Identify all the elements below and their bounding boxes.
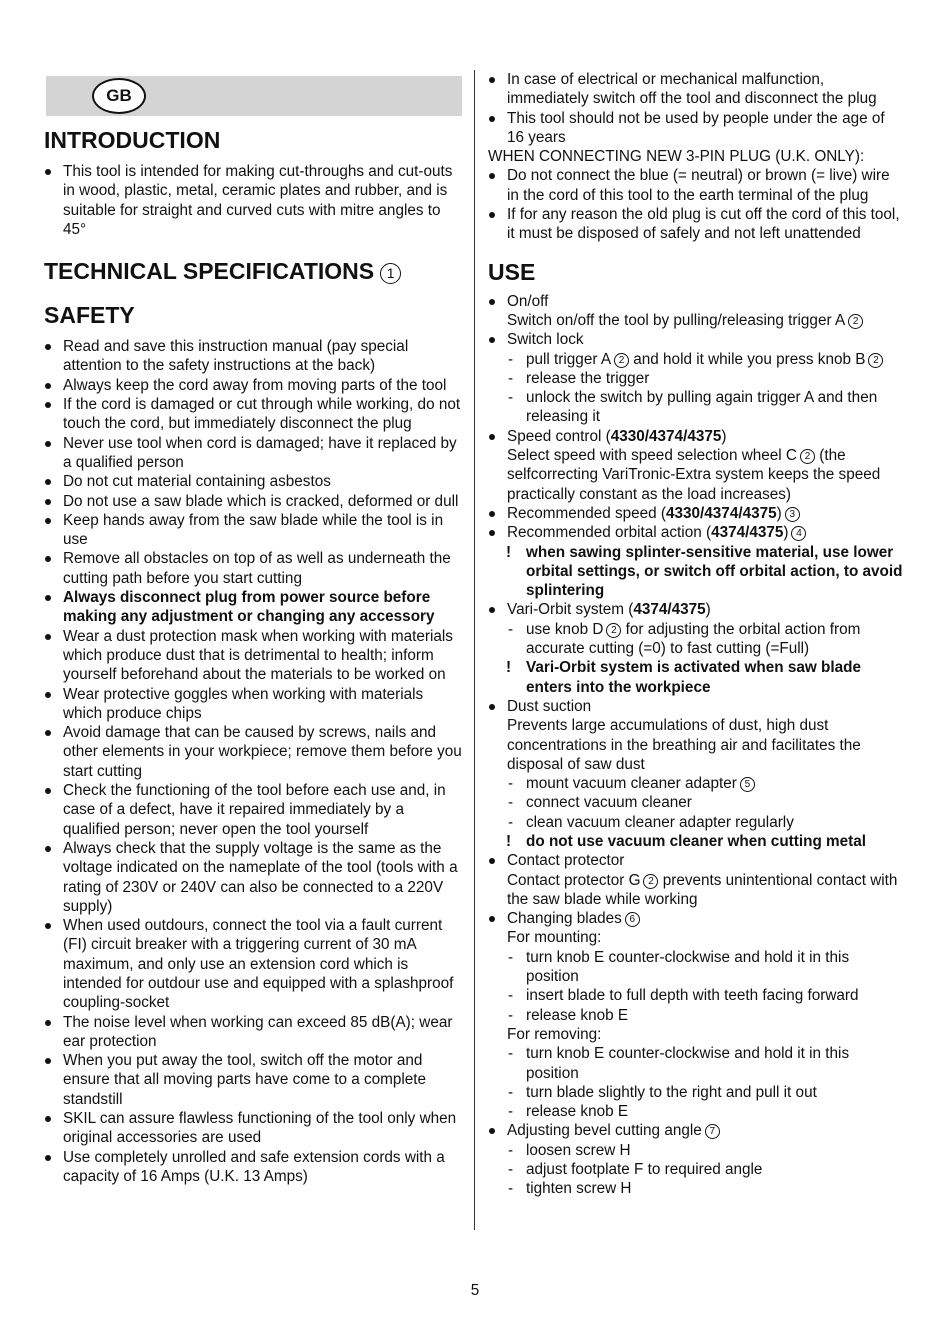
speed-text: Select speed with speed selection wheel C 2 (the selfcorrecting VariTronic-Extra system keeps the speed practically constant as the load increases) bbox=[507, 447, 881, 503]
list-item: This tool should not be used by people under the age of 16 years bbox=[488, 109, 904, 148]
onoff-text: Switch on/off the tool by pulling/releasing trigger A 2 bbox=[507, 311, 904, 330]
list-item: Never use tool when cord is damaged; have it replaced by a qualified person bbox=[44, 434, 462, 473]
dust-text: Prevents large accumulations of dust, high dust concentrations in the breathing air and facilitates the disposal of saw dust bbox=[507, 717, 861, 773]
mounting-step: - turn knob E counter-clockwise and hold it in this position bbox=[488, 948, 904, 987]
plug-heading: WHEN CONNECTING NEW 3-PIN PLUG (U.K. ONLY): bbox=[488, 148, 865, 166]
figure-ref: 2 bbox=[800, 449, 815, 464]
removing-label: For removing: bbox=[507, 1025, 602, 1043]
orbital-warning: ! when sawing splinter-sensitive material, use lower orbital settings, or switch off orbital action, to avoid splintering bbox=[488, 543, 904, 601]
bevel-step: - tighten screw H bbox=[488, 1179, 904, 1198]
recommended-speed-item: Recommended speed (4330/4374/4375) 3 bbox=[488, 504, 904, 523]
list-item: This tool is intended for making cut-throughs and cut-outs in wood, plastic, metal, ceramic plates and rubber, and is suitable for straight and curved cuts with mitre angles to 45° bbox=[44, 162, 462, 239]
onoff-item bbox=[488, 292, 904, 331]
mounting-step: - release knob E bbox=[488, 1006, 904, 1025]
list-item: Avoid damage that can be caused by screws, nails and other elements in your workpiece; remove them before you start cutting bbox=[44, 723, 462, 781]
safety-heading: SAFETY bbox=[44, 302, 135, 329]
figure-ref: 1 bbox=[380, 263, 401, 284]
plug-list bbox=[488, 166, 904, 243]
switchlock-step: - pull trigger A 2 and hold it while you press knob B 2 bbox=[488, 350, 904, 369]
figure-ref: 4 bbox=[791, 526, 806, 541]
figure-ref: 2 bbox=[868, 353, 883, 368]
list-item: Do not use a saw blade which is cracked, deformed or dull bbox=[44, 492, 462, 511]
list-item: Keep hands away from the saw blade while the tool is in use bbox=[44, 511, 462, 550]
figure-ref: 2 bbox=[614, 353, 629, 368]
dust-step: - mount vacuum cleaner adapter 5 bbox=[488, 774, 904, 793]
speed-item bbox=[488, 427, 904, 504]
switchlock-step: - release the trigger bbox=[488, 369, 904, 388]
figure-ref: 3 bbox=[785, 507, 800, 522]
figure-ref: 2 bbox=[848, 314, 863, 329]
introduction-list bbox=[44, 162, 462, 239]
figure-ref: 7 bbox=[705, 1124, 720, 1139]
dust-title: Dust suction bbox=[507, 697, 592, 715]
use-list bbox=[488, 292, 904, 1199]
list-item: The noise level when working can exceed 85 dB(A); wear ear protection bbox=[44, 1013, 462, 1052]
mounting-label: For mounting: bbox=[507, 929, 602, 947]
list-item: Always disconnect plug from power source before making any adjustment or changing any accessory bbox=[44, 588, 462, 627]
mounting-step: - insert blade to full depth with teeth facing forward bbox=[488, 986, 904, 1005]
removing-step: - turn blade slightly to the right and pull it out bbox=[488, 1083, 904, 1102]
dust-step: - connect vacuum cleaner bbox=[488, 793, 904, 812]
right-column bbox=[488, 70, 904, 1199]
list-item: In case of electrical or mechanical malfunction, immediately switch off the tool and disconnect the plug bbox=[488, 70, 904, 109]
vari-orbit-item: Vari-Orbit system (4374/4375) bbox=[488, 600, 904, 619]
list-item: Use completely unrolled and safe extension cords with a capacity of 16 Amps (U.K. 13 Amps) bbox=[44, 1148, 462, 1187]
switchlock-item bbox=[488, 330, 904, 349]
figure-ref: 2 bbox=[643, 874, 658, 889]
onoff-title: On/off bbox=[507, 292, 549, 310]
left-column bbox=[44, 70, 462, 1186]
use-heading: USE bbox=[488, 258, 536, 285]
language-badge: GB bbox=[92, 78, 146, 114]
safety-list-continued bbox=[488, 70, 904, 147]
removing-step: - release knob E bbox=[488, 1102, 904, 1121]
list-item: Do not cut material containing asbestos bbox=[44, 472, 462, 491]
list-item: Always keep the cord away from moving parts of the tool bbox=[44, 376, 462, 395]
technical-specifications-heading: TECHNICAL SPECIFICATIONS 1 bbox=[44, 257, 462, 285]
list-item: When you put away the tool, switch off the motor and ensure that all moving parts have come to a complete standstill bbox=[44, 1051, 462, 1109]
list-item: Wear a dust protection mask when working with materials which produce dust that is detrimental to health; inform yourself beforehand about the materials to be worked on bbox=[44, 627, 462, 685]
speed-title: Speed control (4330/4374/4375) bbox=[507, 427, 727, 445]
list-item: Remove all obstacles on top of as well as underneath the cutting path before you start cutting bbox=[44, 549, 462, 588]
bevel-item: Adjusting bevel cutting angle 7 bbox=[488, 1121, 904, 1140]
figure-ref: 6 bbox=[625, 912, 640, 927]
dust-warning: ! do not use vacuum cleaner when cutting metal bbox=[488, 832, 904, 851]
recommended-orbital-item: Recommended orbital action (4374/4375) 4 bbox=[488, 523, 904, 542]
list-item: Wear protective goggles when working with materials which produce chips bbox=[44, 685, 462, 724]
list-item: Do not connect the blue (= neutral) or brown (= live) wire in the cord of this tool to the earth terminal of the plug bbox=[488, 166, 904, 205]
switchlock-title: Switch lock bbox=[507, 331, 584, 349]
dust-item bbox=[488, 697, 904, 774]
switchlock-step: - unlock the switch by pulling again trigger A and then releasing it bbox=[488, 388, 904, 427]
list-item: Always check that the supply voltage is the same as the voltage indicated on the nameplate of the tool (tools with a rating of 230V or 240V can also be connected to a 220V supply) bbox=[44, 839, 462, 916]
bevel-step: - loosen screw H bbox=[488, 1141, 904, 1160]
list-item: When used outdours, connect the tool via a fault current (FI) circuit breaker with a triggering current of 30 mA maximum, and only use an extension cord which is intended for outdour use and equipped with a splashproof coupling-socket bbox=[44, 916, 462, 1012]
blades-title: Changing blades 6 bbox=[507, 909, 904, 928]
figure-ref: 5 bbox=[740, 777, 755, 792]
page-number: 5 bbox=[470, 1282, 480, 1299]
list-item: If the cord is damaged or cut through while working, do not touch the cord, but immediately disconnect the plug bbox=[44, 395, 462, 434]
list-item: If for any reason the old plug is cut off the cord of this tool, it must be disposed of safely and not left unattended bbox=[488, 205, 904, 244]
list-item: Read and save this instruction manual (pay special attention to the safety instructions at the back) bbox=[44, 337, 462, 376]
list-item: Check the functioning of the tool before each use and, in case of a defect, have it repaired immediately by a qualified person; never open the tool yourself bbox=[44, 781, 462, 839]
contact-item bbox=[488, 851, 904, 909]
contact-title: Contact protector bbox=[507, 852, 625, 870]
column-divider bbox=[474, 70, 475, 1230]
dust-step: - clean vacuum cleaner adapter regularly bbox=[488, 813, 904, 832]
safety-list bbox=[44, 337, 462, 1186]
introduction-heading: INTRODUCTION bbox=[44, 127, 221, 153]
list-item: SKIL can assure flawless functioning of the tool only when original accessories are used bbox=[44, 1109, 462, 1148]
language-bar bbox=[46, 76, 462, 116]
vari-orbit-warning: ! Vari-Orbit system is activated when saw blade enters into the workpiece bbox=[488, 658, 904, 697]
removing-step: - turn knob E counter-clockwise and hold it in this position bbox=[488, 1044, 904, 1083]
bevel-step: - adjust footplate F to required angle bbox=[488, 1160, 904, 1179]
contact-text: Contact protector G 2 prevents unintentional contact with the saw blade while working bbox=[507, 871, 898, 908]
vari-orbit-step: - use knob D 2 for adjusting the orbital action from accurate cutting (=0) to fast cutting (=Full) bbox=[488, 620, 904, 659]
figure-ref: 2 bbox=[606, 623, 621, 638]
blades-item bbox=[488, 909, 904, 948]
